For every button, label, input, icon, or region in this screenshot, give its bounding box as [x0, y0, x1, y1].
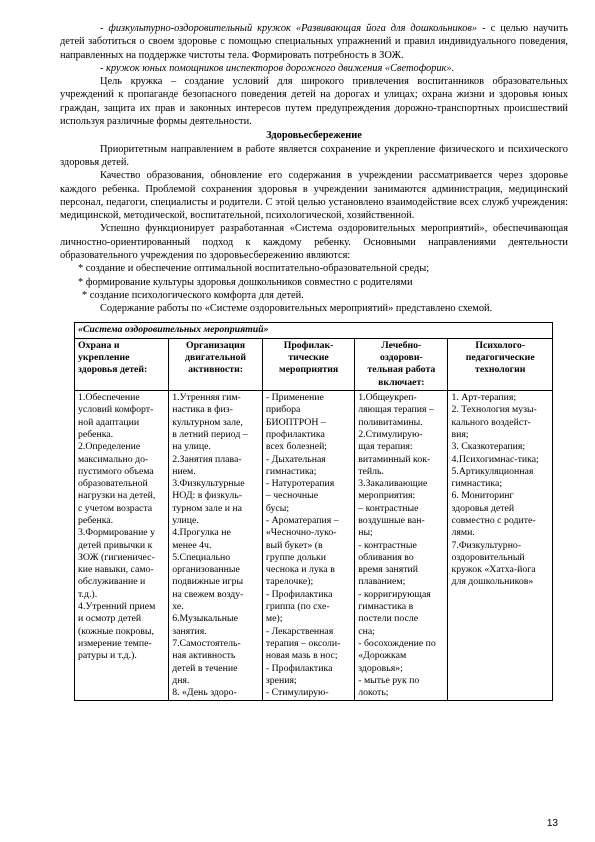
section-heading: Здоровьесбережение: [266, 130, 362, 142]
yoga-club-description: - с целью научить детей заботиться о своем здоровье с помощью специальных упражнений и правил индивидуального поведения, направленных на поддержке чистоты тела. Формировать потребность в ЗОЖ.: [60, 23, 568, 61]
table-header-cell: Профилак- тические мероприятия: [262, 338, 354, 390]
table-row: [75, 391, 553, 701]
section-paragraph-1: Приоритетным направлением в работе является сохранение и укрепление физического и психического здоровья детей.: [60, 143, 568, 168]
page-number: 13: [546, 818, 558, 829]
section-paragraph-3: Успешно функционирует разработанная «Система оздоровительных мероприятий», обеспечивающая личностно-ориентированный подход к каждому ребенку. Основными направлениями деятельности образовательного учреждения по здоровьесбережению являются:: [60, 223, 568, 262]
section-paragraph-4: Содержание работы по «Системе оздоровительных мероприятий» представлено схемой.: [100, 303, 493, 315]
table-caption: «Система оздоровительных мероприятий»: [75, 322, 553, 338]
document-page: [60, 22, 568, 701]
table-header-cell: Психолого- педагогические технологии: [448, 338, 553, 390]
table-header-cell: Организация двигательной активности:: [169, 338, 263, 390]
table-header-cell: Лечебно- оздорови- тельная работа включает:: [355, 338, 448, 390]
table-cell: 1.Обеспечение условий комфорт- ной адаптации ребенка. 2.Определение максимально до- пустимого объема образовательной нагрузки на детей, с учетом возраста ребенка. 3.Формирование у детей привычки к ЗОЖ (гигиеничес- кие навыки, само- обслуживание и т.д.). 4.Утренний прием и осмотр детей (кожные покровы, измерение темпе- ратуры и т.д.).: [75, 391, 169, 701]
health-system-table: [74, 322, 553, 702]
bullet-item: * создание и обеспечение оптимальной воспитательно-образовательной среды;: [78, 263, 430, 275]
table-header-row: [75, 338, 553, 390]
table-cell: - Применение прибора БИОПТРОН – профилактика всех болезней; - Дыхательная гимнастика; - Натуротерапия – чесночные бусы; - Ароматерапия – «Чесночно-луко- вый букет» (в группе дольки чеснока и лука в тарелочке); - Профилактика гриппа (по схе- ме); - Лекарственная терапия – оксоли- новая мазь в нос; - Профилактика зрения; - Стимулирую-: [262, 391, 354, 701]
intro-paragraph-goal: Цель кружка – создание условий для широкого привлечения воспитанников образовательных учреждений к пропаганде безопасного поведения детей на дорогах и улицах; охрана жизни и здоровья юных граждан, защита их прав и законных интересов путем предупреждения дорожно-транспортных происшествий используя различные формы деятельности.: [60, 76, 568, 128]
bullet-item: * формирование культуры здоровья дошкольников совместно с родителями: [78, 276, 413, 288]
section-paragraph-2: Качество образования, обновление его содержания в учреждении рассматривается через здоровье каждого ребенка. Проблемой сохранения здоровья в учреждении занимаются администрация, медицинский персонал, педагоги, специалисты и родители. С этой целью установлено взаимодействие всех служб учреждения: медицинской, методической, воспитательной, психологической, хозяйственной.: [60, 170, 568, 222]
table-cell: 1.Общеукреп- ляющая терапия – поливитамины. 2.Стимулирую- щая терапия: витаминный кок- тейль. 3.Закаливающие мероприятия: – контрастные воздушные ван- ны; - контрастные обливания во время занятий плаванием; - корригирующая гимнастика в постели после сна; - босохождение по «Дорожкам здоровья»; - мытье рук по локоть;: [355, 391, 448, 701]
intro-paragraph-svetoforik: - кружок юных помощников инспекторов дорожного движения «Светофорик».: [100, 62, 455, 74]
table-cell: 1. Арт-терапия; 2. Технология музы- кального воздейст- вия; 3. Сказкотерапия; 4.Психогимнас-тика; 5.Артикуляционная гимнастика; 6. Мониторинг здоровья детей совместно с родите- лями. 7.Физкультурно- оздоровительный кружок «Хатха-йога для дошкольников»: [448, 391, 553, 701]
table-cell: 1.Утренняя гим- настика в физ- культурном зале, в летний период – на улице. 2.Занятия плава- нием. 3.Физкультурные НОД: в физкуль- турном зале и на улице. 4.Прогулка не менее 4ч. 5.Специально организованные подвижные игры на свежем возду- хе. 6.Музыкальные занятия. 7.Самостоятель- ная активность детей в течение дня. 8. «День здоро-: [169, 391, 263, 701]
table-header-cell: Охрана и укрепление здоровья детей:: [75, 338, 169, 390]
bullet-item: * создание психологического комфорта для детей.: [82, 289, 304, 301]
yoga-club-title: - физкультурно-оздоровительный кружок «Развивающая йога для дошкольников»: [100, 23, 478, 34]
intro-paragraph-yoga: [60, 22, 568, 62]
